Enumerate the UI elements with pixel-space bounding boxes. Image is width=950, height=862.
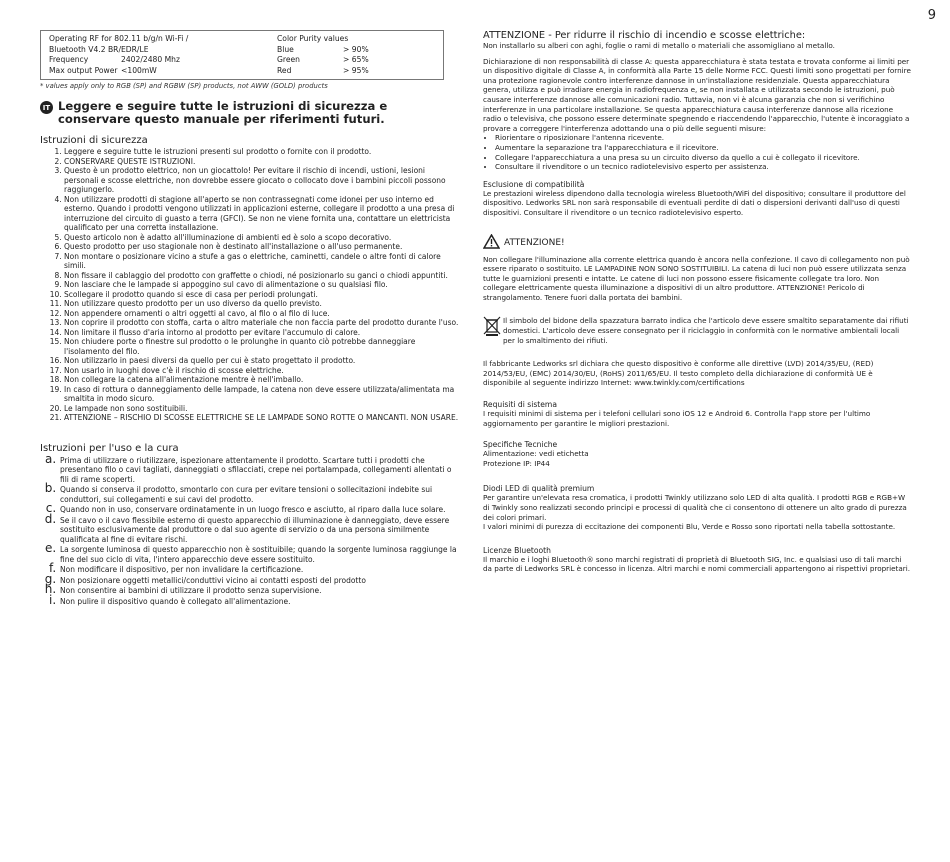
- led-text: I valori minimi di purezza di eccitazione dei componenti Blu, Verde e Rosso sono riportati nella tabella sottostante.: [483, 522, 896, 532]
- list-item: 18. Non collegare la catena all'alimentazione mentre è nell'imballo.: [64, 375, 460, 385]
- purity-color: Green: [277, 55, 300, 65]
- warning-label: ATTENZIONE!: [504, 238, 565, 248]
- list-item: 17. Non usarlo in luoghi dove c'è il rischio di scosse elettriche.: [64, 366, 460, 376]
- conformity-text: Il fabbricante Ledworks srl dichiara che questo dispositivo è conforme alle direttive (LVD) 2014/35/EU, (RED) 2014/53/EU, (EMC) 2014/30/EU, (RoHS) 2011/65/EU. Il testo completo della dichiarazione di conformità UE è disponibile al seguente indirizzo Internet: www.twinkly.com/certifications: [483, 359, 874, 388]
- tech-specs-line: Alimentazione: vedi etichetta: [483, 449, 589, 459]
- purity-color: Blue: [277, 44, 294, 54]
- care-title: Istruzioni per l'uso e la cura: [40, 442, 179, 454]
- list-item: 3. Questo è un prodotto elettrico, non un giocattolo! Per evitare il rischio di incendi, ustioni, lesioni personali e scosse elettriche, non dovrebbe essere giocato o collocato dove i bambini piccoli possono raggiungerlo.: [64, 166, 460, 195]
- list-item: g. Non posizionare oggetti metallici/conduttivi vicino ai contatti esposti del prodotto: [60, 575, 460, 586]
- spec-frequency-label: Frequency: [49, 55, 89, 65]
- spec-power-value: <100mW: [121, 65, 157, 75]
- list-item: f. Non modificare il dispositivo, per non invalidare la certificazione.: [60, 564, 460, 575]
- main-heading: [40, 100, 460, 125]
- list-item: 4. Non utilizzare prodotti di stagione all'aperto se non contrassegnati come idonei per uso interno ed esterno. Quando i prodotti vengono utilizzati in applicazioni esterne, collegare il prodotto a una presa di interruzione del circuito di guasto a terra (GFCI). Se non ne viene fornita una, contattare un elettricista qualificato per una corretta installazione.: [64, 195, 460, 233]
- spec-box-right: [277, 34, 435, 76]
- list-item: 1. Leggere e seguire tutte le istruzioni presenti sul prodotto o fornite con il prodotto.: [64, 147, 460, 157]
- purity-color: Red: [277, 65, 292, 75]
- weee-section: [483, 316, 911, 345]
- purity-row: [277, 45, 435, 56]
- list-item: h. Non consentire ai bambini di utilizzare il prodotto senza supervisione.: [60, 585, 460, 596]
- compat-text: Le prestazioni wireless dipendono dalla tecnologia wireless Bluetooth/WiFi del dispositivo; consultare il produttore del dispositivo. Ledworks SRL non sarà responsabile di eventuali perdite di dati o dispersioni derivanti dall'uso di questi dispositivi. Consultare il rivenditore o un tecnico radiotelevisivo esperto.: [483, 188, 906, 217]
- warning-triangle-icon: [483, 234, 500, 253]
- purity-row: [277, 55, 435, 66]
- list-item: 19. In caso di rottura o danneggiamento delle lampade, la catena non deve essere utilizzata/alimentata ma smaltita in modo sicuro.: [64, 385, 460, 404]
- bluetooth-text: Il marchio e i loghi Bluetooth® sono marchi registrati di proprietà di Bluetooth SIG, Inc. e qualsiasi uso di tali marchi da parte di Ledworks SRL è concesso in licenza. Altri marchi e nomi commerciali appartengono ai rispettivi proprietari.: [483, 554, 911, 574]
- sysreq-title: Requisiti di sistema: [483, 400, 557, 410]
- fcc-measures-list: [483, 133, 911, 171]
- list-item: 20. Le lampade non sono sostituibili.: [64, 404, 460, 414]
- list-item: 9. Non lasciare che le lampade si appoggino sul cavo di alimentazione o su qualsiasi filo.: [64, 280, 460, 290]
- safety-title: Istruzioni di sicurezza: [40, 135, 148, 147]
- list-item: 12. Non appendere ornamenti o altri oggetti al cavo, al filo o al filo di luce.: [64, 309, 460, 319]
- list-item: • Consultare il rivenditore o un tecnico radiotelevisivo esperto per assistenza.: [495, 162, 911, 172]
- fire-warning-text: Non installarlo su alberi con aghi, foglie o rami di metallo o materiali che assomigliano al metallo.: [483, 41, 835, 50]
- language-badge: IT: [40, 101, 53, 114]
- list-item: a. Prima di utilizzare o riutilizzare, ispezionare attentamente il prodotto. Scartare tutti i prodotti che presentano filo o cavi tagliati, danneggiati o sfilacciati, crepe nei portalampada, collegamenti allentati o fili di rame scoperti.: [60, 455, 460, 485]
- purity-value: > 65%: [343, 55, 369, 65]
- list-item: • Riorientare o riposizionare l'antenna ricevente.: [495, 133, 911, 143]
- left-column: [40, 30, 460, 606]
- list-item: 11. Non utilizzare questo prodotto per un uso diverso da quello previsto.: [64, 299, 460, 309]
- list-item: 2. CONSERVARE QUESTE ISTRUZIONI.: [64, 157, 460, 167]
- list-item: 7. Non montare o posizionare vicino a stufe a gas o elettriche, caminetti, candele o altre fonti di calore simili.: [64, 252, 460, 271]
- list-item: 15. Non chiudere porte o finestre sul prodotto o le prolunghe in quanto ciò potrebbe danneggiare l'isolamento del filo.: [64, 337, 460, 356]
- warning-heading: [483, 234, 911, 253]
- safety-list: [40, 147, 460, 423]
- list-item: 10. Scollegare il prodotto quando si esce di casa per periodi prolungati.: [64, 290, 460, 300]
- list-item: e. La sorgente luminosa di questo apparecchio non è sostituibile; quando la sorgente luminosa raggiunge la fine del suo ciclo di vita, l'intero apparecchio deve essere sostituito.: [60, 544, 460, 564]
- purity-value: > 95%: [343, 65, 369, 75]
- led-text: Per garantire un'elevata resa cromatica, i prodotti Twinkly utilizzano solo LED di alta qualità. I prodotti RGB e RGB+W di Twinkly sono realizzati secondo principi e processi di qualità che ci consentono di ottenere un alto grado di purezza dei colori primari.: [483, 493, 907, 522]
- weee-text: Il simbolo del bidone della spazzatura barrato indica che l'articolo deve essere smaltito separatamente dai rifiuti domestici. L'articolo deve essere consegnato per il riciclaggio in conformità con le normative ambientali locali per lo smaltimento dei rifiuti.: [503, 316, 909, 345]
- spec-rf-line1: Operating RF for 802.11 b/g/n Wi-Fi /: [49, 34, 189, 43]
- main-title: Leggere e seguire tutte le istruzioni di sicurezza e conservare questo manuale per riferimenti futuri.: [58, 99, 388, 126]
- led-title: Diodi LED di qualità premium: [483, 484, 595, 494]
- sysreq-text: I requisiti minimi di sistema per i telefoni cellulari sono iOS 12 e Android 6. Controlla l'app store per l'ultimo aggiornamento per garantire le migliori prestazioni.: [483, 409, 871, 428]
- spec-box-left: [49, 34, 277, 76]
- list-item: d. Se il cavo o il cavo flessibile esterno di questo apparecchio di illuminazione è danneggiato, deve essere sostituito esclusivamente dal produttore o dal suo agente di servizio o da una persona similmente qualificata al fine di evitare rischi.: [60, 515, 460, 545]
- list-item: b. Quando si conserva il prodotto, smontarlo con cura per evitare tensioni o sollecitazioni indebite sui conduttori, sui collegamenti e sui cavi del prodotto.: [60, 484, 460, 504]
- right-column: [483, 30, 911, 574]
- spec-rf-line2: Bluetooth V4.2 BR/EDR/LE: [49, 44, 149, 54]
- purity-row: [277, 66, 435, 77]
- warning-text: Non collegare l'illuminazione alla corrente elettrica quando è ancora nella confezione. Il cavo di collegamento non può essere riparato o sostituito. LE LAMPADINE NON SONO SOSTITUIBILI. La catena di luci non può essere utilizzata senza tutte le guarnizioni presenti e intatte. Le catene di luci non possono essere fisicamente collegate tra loro. Non collegare elettricamente questa illuminazione a dispositivi di un altro produttore. ATTENZIONE! Pericolo di strangolamento. Tenere fuori dalla portata dei bambini.: [483, 254, 910, 302]
- spec-box: [40, 30, 444, 80]
- fire-warning-title: ATTENZIONE - Per ridurre il rischio di incendio e scosse elettriche:: [483, 30, 806, 41]
- list-item: i. Non pulire il dispositivo quando è collegato all'alimentazione.: [60, 596, 460, 607]
- list-item: 21. ATTENZIONE – RISCHIO DI SCOSSE ELETTRICHE SE LE LAMPADE SONO ROTTE O MANCANTI. NON USARE.: [64, 413, 460, 423]
- purity-title: Color Purity values: [277, 34, 349, 43]
- care-list: [40, 455, 460, 607]
- list-item: 14. Non limitare il flusso d'aria intorno al prodotto per evitare l'accumulo di calore.: [64, 328, 460, 338]
- list-item: c. Quando non in uso, conservare ordinatamente in un luogo fresco e asciutto, al riparo dalla luce solare.: [60, 504, 460, 515]
- spec-frequency-value: 2402/2480 Mhz: [121, 55, 180, 65]
- list-item: 8. Non fissare il cablaggio del prodotto con graffette o chiodi, né posizionarlo su ganci o chiodi appuntiti.: [64, 271, 460, 281]
- list-item: 13. Non coprire il prodotto con stoffa, carta o altro materiale che non faccia parte del prodotto durante l'uso.: [64, 318, 460, 328]
- purity-value: > 90%: [343, 44, 369, 54]
- list-item: • Aumentare la separazione tra l'apparecchiatura e il ricevitore.: [495, 143, 911, 153]
- class-a-disclaimer: Dichiarazione di non responsabilità di classe A: questa apparecchiatura è stata testata e trovata conforme ai limiti per un dispositivo digitale di Classe A, in conformità alla Parte 15 delle Norme FCC. Questi limiti sono progettati per fornire una protezione ragionevole contro interferenze dannose in un'installazione residenziale. Questa apparecchiatura genera, utilizza e può irradiare energia in radiofrequenza e, se non installata e utilizzata secondo le istruzioni, può causare interferenze dannose alle comunicazioni radio. Tuttavia, non vi è alcuna garanzia che non si verifichino interferenze in una particolare installazione. Se questa apparecchiatura causa interferenze dannose alla ricezione radio o televisiva, che possono essere determinate spegnendo e riaccendendo l'apparecchio, l'utente è incoraggiato a provare a correggere l'interferenza adottando una o più delle seguenti misure:: [483, 56, 911, 133]
- spec-power-row: [49, 66, 277, 77]
- spec-frequency-row: [49, 55, 277, 66]
- bluetooth-title: Licenze Bluetooth: [483, 545, 551, 555]
- tech-specs-title: Specifiche Tecniche: [483, 440, 558, 450]
- crossed-bin-icon: [483, 316, 501, 345]
- spec-footnote: * values apply only to RGB (SP) and RGBW (SP) products, not AWW (GOLD) products: [40, 82, 328, 91]
- tech-specs-line: Protezione IP: IP44: [483, 458, 550, 468]
- spec-power-label: Max output Power: [49, 65, 118, 75]
- page-number: 9: [927, 8, 936, 23]
- list-item: 6. Questo prodotto per uso stagionale non è destinato all'installazione o all'uso permanente.: [64, 242, 460, 252]
- list-item: 5. Questo articolo non è adatto all'illuminazione di ambienti ed è solo a scopo decorativo.: [64, 233, 460, 243]
- list-item: 16. Non utilizzarlo in paesi diversi da quello per cui è stato progettato il prodotto.: [64, 356, 460, 366]
- compat-title: Esclusione di compatibilità: [483, 179, 585, 189]
- list-item: • Collegare l'apparecchiatura a una presa su un circuito diverso da quello a cui è collegato il ricevitore.: [495, 153, 911, 163]
